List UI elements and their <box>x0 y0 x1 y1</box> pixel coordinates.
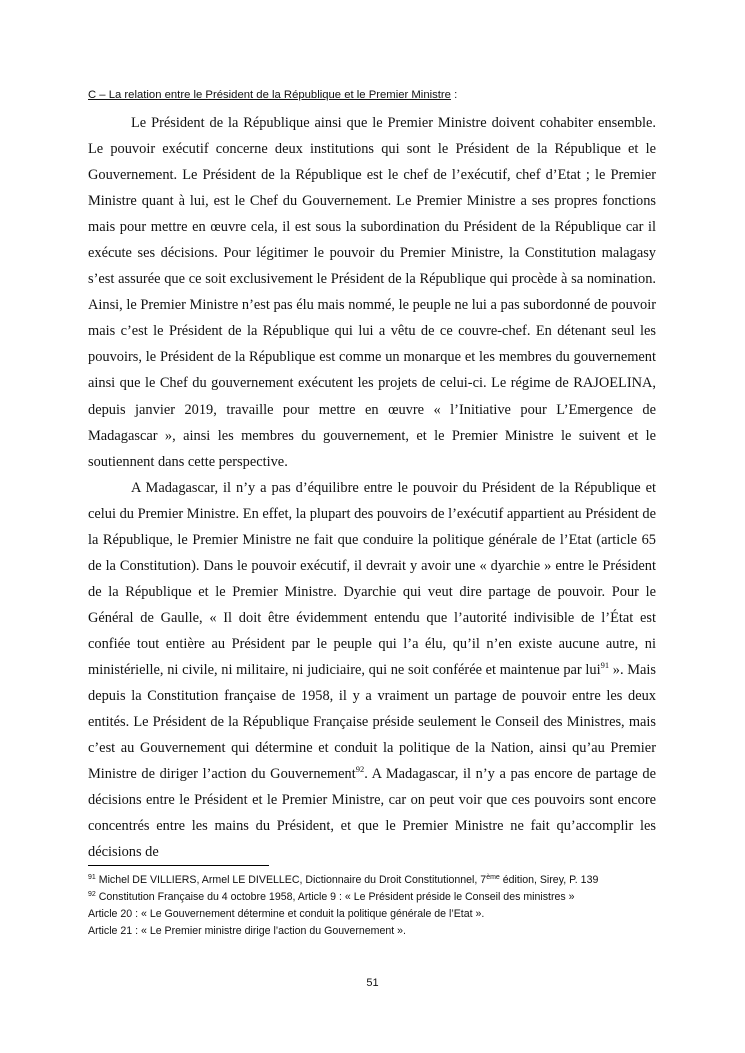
footnote-91-text-b: édition, Sirey, P. 139 <box>499 874 599 886</box>
footnote-article-21: Article 21 : « Le Premier ministre dirige l’action du Gouvernement ». <box>88 925 406 937</box>
footnote-ref-92: 92 <box>355 764 365 775</box>
page-number: 51 <box>366 977 379 989</box>
section-heading-colon: : <box>450 89 458 101</box>
footnote-91-superscript: ème <box>486 874 500 881</box>
footnote-separator <box>88 865 269 866</box>
section-heading <box>88 89 457 101</box>
footnotes <box>88 872 663 940</box>
paragraph-2-part-c: . A Madagascar, il n’y a pas encore de partage de décisions entre le Président et le Premier Ministre, car on peut voir que ces pouvoirs sont encore concentrés entre les mains du Président, et que le Premier Ministre ne fait qu’accomplir les décisions de <box>88 766 656 861</box>
footnote-91 <box>88 872 663 889</box>
footnote-91-text-a: Michel DE VILLIERS, Armel LE DIVELLEC, Dictionnaire du Droit Constitutionnel, 7 <box>95 874 487 886</box>
section-heading-text: C – La relation entre le Président de la République et le Premier Ministre <box>88 89 451 101</box>
body-text <box>88 110 656 865</box>
footnote-ref-91: 91 <box>600 659 610 670</box>
paragraph-2 <box>88 475 656 866</box>
paragraph-2-part-a: A Madagascar, il n’y a pas d’équilibre entre le pouvoir du Président de la République et celui du Premier Ministre. En effet, la plupart des pouvoirs de l’exécutif appartient au Président de la République, le Premier Ministre ne fait que conduire la politique générale de l’Etat (article 65 de la Constitution). Dans le pouvoir exécutif, il devrait y avoir une « dyarchie » entre le Président de la République et le Premier Ministre. Dyarchie qui veut dire partage de pouvoir. Pour le Général de Gaulle, « Il doit être évidemment entendu que l’autorité indivisible de l’État est confiée tout entière au Président par le peuple qui l’a élu, qu’il n’en existe aucune autre, ni ministérielle, ni civile, ni militaire, ni judiciaire, qui ne soit conférée et maintenue par lui <box>88 479 656 678</box>
footnote-92-number: 92 <box>88 891 96 898</box>
paragraph-1: Le Président de la République ainsi que le Premier Ministre doivent cohabiter ensemble. Le pouvoir exécutif concerne deux institutions qui sont le Président de la République et le Gouvernement. Le Président de la République est le chef de l’exécutif, chef d’Etat ; le Premier Ministre quant à lui, est le Chef du Gouvernement. Le Premier Ministre a ses propres fonctions mais pour mettre en œuvre cela, il est sous la subordination du Président de la République car il exécute ses décisions. Pour légitimer le pouvoir du Premier Ministre, la Constitution malagasy s’est assurée que ce soit exclusivement le Président de la République qui procède à sa nomination. Ainsi, le Premier Ministre n’est pas élu mais nommé, le peuple ne lui a pas subordonné de pouvoir mais c’est le Président de la République qui lui a vêtu de ce couvre-chef. En détenant seul les pouvoirs, le Président de la République est comme un monarque et les membres du gouvernement ainsi que le Chef du gouvernement exécutent les projets de celui-ci. Le régime de RAJOELINA, depuis janvier 2019, travaille pour mettre en œuvre « l’Initiative pour L’Emergence de Madagascar », ainsi les membres du gouvernement, et le Premier Ministre le suivent et le soutiennent dans cette perspective. <box>88 115 656 470</box>
footnote-91-number: 91 <box>88 874 96 881</box>
footnote-92 <box>88 889 663 906</box>
footnote-92-text: Constitution Française du 4 octobre 1958, Article 9 : « Le Président préside le Conseil des ministres » <box>95 891 575 903</box>
paragraph-2-part-b: ». Mais depuis la Constitution française de 1958, il y a vraiment un partage de pouvoir entre les deux entités. Le Président de la République Française préside seulement le Conseil des Ministres, mais c’est au Gouvernement qui détermine et conduit la politique de la Nation, ainsi qu’au Premier Ministre de diriger l’action du Gouvernement <box>88 661 657 783</box>
footnote-article-20: Article 20 : « Le Gouvernement détermine et conduit la politique générale de l’Etat ». <box>88 908 485 920</box>
